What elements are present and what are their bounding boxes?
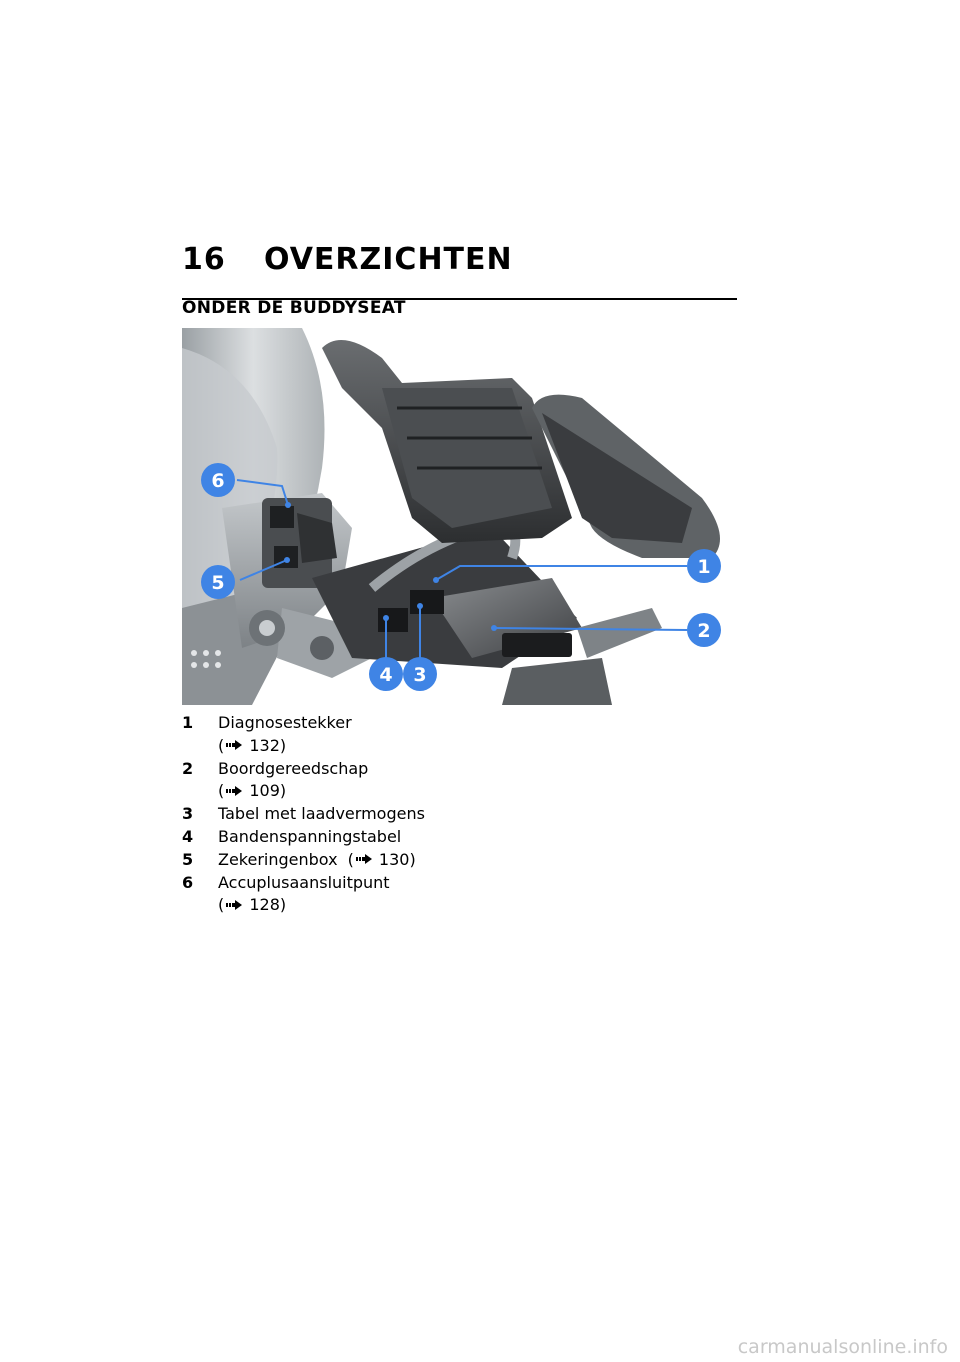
legend-number: 5 — [182, 849, 194, 869]
legend-number: 6 — [182, 872, 194, 892]
legend-label: Tabel met laadvermogens — [218, 804, 425, 824]
page-reference-arrow-icon — [226, 740, 242, 750]
legend-item-6 — [182, 872, 582, 918]
callout-4 — [369, 657, 403, 691]
legend-label: Accuplusaansluitpunt — [218, 872, 390, 892]
legend-item-5 — [182, 849, 582, 872]
legend-item-1 — [182, 712, 582, 758]
page-reference-number: 109 — [249, 781, 280, 801]
motorcycle-illustration — [182, 328, 738, 705]
legend-label: Zekeringenbox — [218, 849, 338, 869]
legend-item-2 — [182, 758, 582, 804]
page-reference-arrow-icon — [226, 786, 242, 796]
callout-label: 6 — [211, 470, 225, 492]
legend-label: Boordgereedschap — [218, 758, 369, 778]
page-number: 16 — [182, 242, 226, 277]
callout-1 — [687, 549, 721, 583]
legend-label: Diagnosestekker — [218, 713, 352, 732]
callout-label: 2 — [697, 620, 711, 642]
legend-item-3 — [182, 803, 582, 826]
legend-label: Bandenspanningstabel — [218, 826, 402, 846]
legend-number: 4 — [182, 826, 194, 846]
legend-item-4 — [182, 826, 582, 849]
legend-list — [182, 712, 582, 917]
legend-number: 3 — [182, 804, 194, 824]
page-reference[interactable]: ( 109) — [218, 781, 287, 801]
callout-label: 3 — [413, 664, 427, 686]
callout-label: 4 — [379, 664, 393, 686]
callout-6 — [201, 463, 235, 497]
page-reference-arrow-icon — [226, 900, 242, 910]
callout-5 — [201, 565, 235, 599]
watermark: carmanualsonline.info — [737, 1336, 948, 1358]
chapter-title: OVERZICHTEN — [264, 242, 513, 277]
legend-number: 2 — [182, 758, 194, 778]
page-reference[interactable]: ( 132) — [218, 735, 287, 755]
motorcycle-figure — [182, 328, 738, 705]
page-reference[interactable]: ( 130) — [347, 849, 416, 869]
section-title: ONDER DE BUDDYSEAT — [182, 298, 406, 318]
legend-number: 1 — [182, 713, 194, 732]
page-reference-arrow-icon — [356, 854, 372, 864]
callout-label: 5 — [211, 572, 225, 594]
callout-3 — [403, 657, 437, 691]
callout-label: 1 — [697, 556, 711, 578]
callout-2 — [687, 613, 721, 647]
page-header — [182, 238, 737, 300]
page-reference-number: 130 — [378, 849, 410, 869]
page-reference-number: 128 — [249, 895, 280, 915]
page-reference[interactable]: ( 128) — [218, 895, 287, 915]
page-reference-number: 132 — [249, 735, 280, 755]
